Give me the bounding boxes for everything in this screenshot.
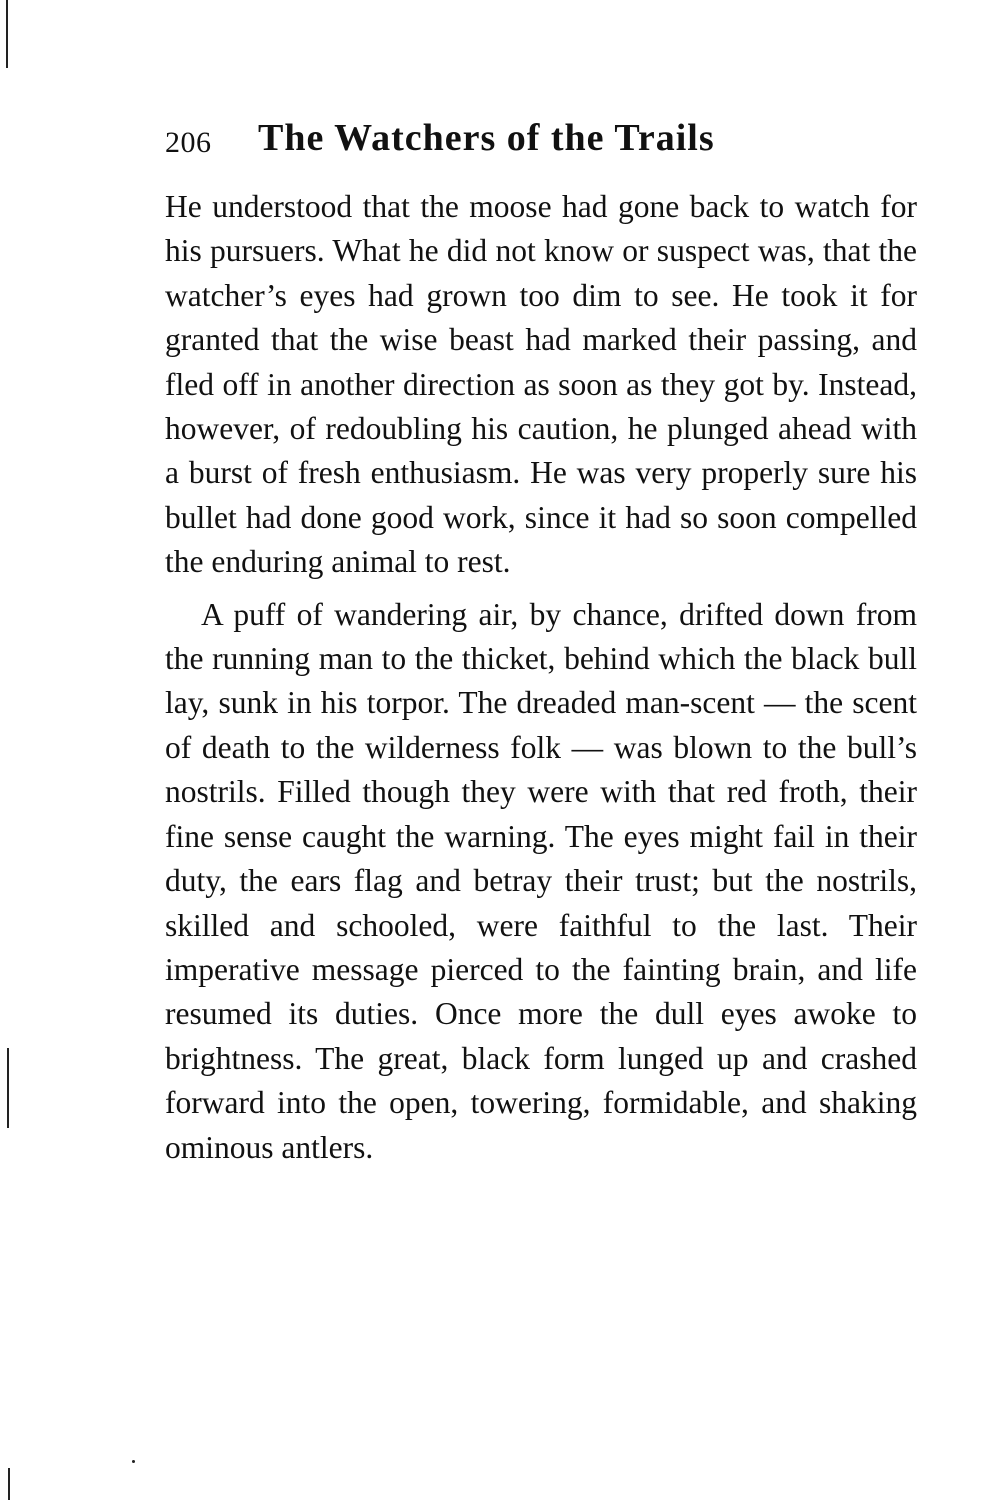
scan-edge-mark-top: [6, 0, 8, 68]
body-text: [165, 185, 917, 1170]
scan-speck: [132, 1460, 135, 1463]
paragraph: He understood that the moose had gone back to watch for his pursuers. What he did not know or suspect was, that the watcher’s eyes had grown too dim to see. He took it for granted that the wise beast had marked their passing, and fled off in another direction as soon as they got by. Instead, however, of redoubling his caution, he plunged ahead with a burst of fresh enthusiasm. He was very properly sure his bullet had done good work, since it had so soon compelled the enduring animal to rest.: [165, 189, 917, 580]
running-head: [165, 112, 925, 168]
scan-edge-mark-middle: [7, 1048, 9, 1128]
paragraph: A puff of wandering air, by chance, drifted down from the running man to the thicket, behind which the black bull lay, sunk in his torpor. The dreaded man-scent — the scent of death to the wilderness folk — was blown to the bull’s nostrils. Filled though they were with that red froth, their fine sense caught the warning. The eyes might fail in their duty, the ears flag and betray their trust; but the nostrils, skilled and schooled, were faithful to the last. Their imperative message pierced to the fainting brain, and life resumed its duties. Once more the dull eyes awoke to brightness. The great, black form lunged up and crashed forward into the open, towering, formidable, and shaking ominous antlers.: [165, 596, 917, 1165]
scan-edge-mark-bottom: [8, 1468, 10, 1500]
running-title: The Watchers of the Trails: [258, 117, 715, 159]
page-number: 206: [165, 126, 212, 159]
